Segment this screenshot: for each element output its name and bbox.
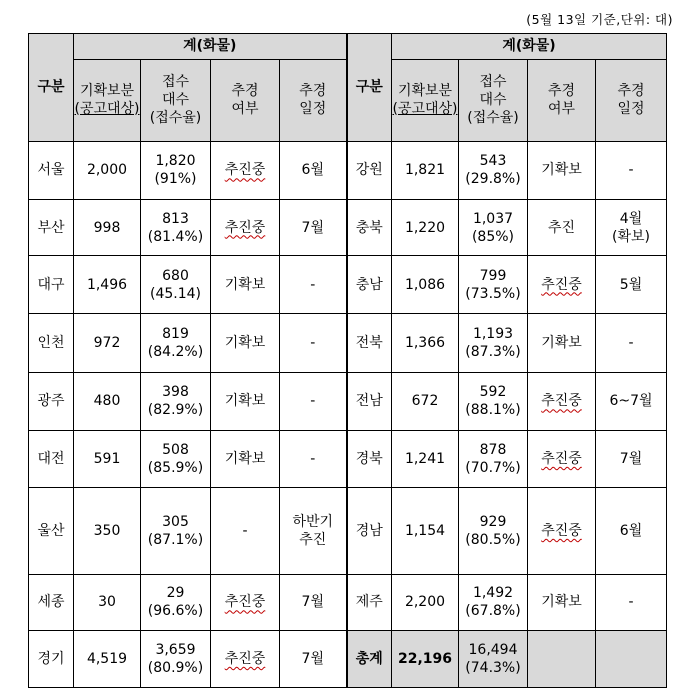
region-cell: 부산 bbox=[29, 200, 74, 256]
status-cell: 추진 bbox=[528, 200, 596, 256]
secured-cell: 30 bbox=[74, 575, 141, 630]
status-cell: 기확보 bbox=[211, 313, 280, 372]
header-secured-right: 기확보분 (공고대상) bbox=[392, 59, 459, 141]
received-cell: 878 (70.7%) bbox=[459, 430, 528, 487]
received-cell: 680 (45.14) bbox=[141, 256, 211, 313]
received-cell: 543 (29.8%) bbox=[459, 141, 528, 199]
table-row bbox=[29, 373, 667, 430]
received-cell: 29 (96.6%) bbox=[141, 575, 211, 630]
schedule-cell: 7월 bbox=[280, 630, 347, 687]
secured-cell: 2,000 bbox=[74, 141, 141, 199]
schedule-cell: 6~7월 bbox=[596, 373, 667, 430]
region-cell: 세종 bbox=[29, 575, 74, 630]
table-row bbox=[29, 200, 667, 256]
secured-cell: 1,366 bbox=[392, 313, 459, 372]
received-cell: 3,659 (80.9%) bbox=[141, 630, 211, 687]
header-schedule-left: 추경 일정 bbox=[280, 59, 347, 141]
received-cell: 508 (85.9%) bbox=[141, 430, 211, 487]
schedule-cell: 하반기 추진 bbox=[280, 488, 347, 575]
secured-cell: 591 bbox=[74, 430, 141, 487]
schedule-cell: - bbox=[596, 575, 667, 630]
region-cell: 울산 bbox=[29, 488, 74, 575]
table-row bbox=[29, 488, 667, 575]
received-cell: 592 (88.1%) bbox=[459, 373, 528, 430]
status-cell: 기확보 bbox=[528, 313, 596, 372]
secured-cell: 1,821 bbox=[392, 141, 459, 199]
table-row bbox=[29, 430, 667, 487]
region-cell: 대구 bbox=[29, 256, 74, 313]
status-cell: 추진중 bbox=[211, 575, 280, 630]
schedule-cell: 5월 bbox=[596, 256, 667, 313]
status-cell: 추진중 bbox=[528, 488, 596, 575]
region-cell: 경남 bbox=[347, 488, 392, 575]
schedule-cell: - bbox=[596, 313, 667, 372]
region-cell: 충남 bbox=[347, 256, 392, 313]
header-status-right: 추경 여부 bbox=[528, 59, 596, 141]
status-cell: 추진중 bbox=[528, 373, 596, 430]
secured-cell: 1,241 bbox=[392, 430, 459, 487]
table-row bbox=[29, 630, 667, 687]
region-cell: 제주 bbox=[347, 575, 392, 630]
secured-cell: 1,496 bbox=[74, 256, 141, 313]
secured-cell: 2,200 bbox=[392, 575, 459, 630]
received-cell: 799 (73.5%) bbox=[459, 256, 528, 313]
status-cell: 기확보 bbox=[211, 430, 280, 487]
schedule-cell: 4월 (확보) bbox=[596, 200, 667, 256]
total-schedule-cell bbox=[596, 630, 667, 687]
schedule-cell: 6월 bbox=[280, 141, 347, 199]
region-cell: 강원 bbox=[347, 141, 392, 199]
status-cell: 기확보 bbox=[528, 141, 596, 199]
region-cell: 경북 bbox=[347, 430, 392, 487]
table-row bbox=[29, 313, 667, 372]
header-received-left: 접수 대수 (접수율) bbox=[141, 59, 211, 141]
region-cell: 전북 bbox=[347, 313, 392, 372]
total-secured-cell: 22,196 bbox=[392, 630, 459, 687]
status-cell: 추진중 bbox=[211, 200, 280, 256]
subsidy-status-table bbox=[28, 33, 667, 688]
schedule-cell: - bbox=[596, 141, 667, 199]
schedule-cell: 7월 bbox=[596, 430, 667, 487]
header-region-left: 구분 bbox=[29, 34, 74, 142]
received-cell: 1,492 (67.8%) bbox=[459, 575, 528, 630]
status-cell: 추진중 bbox=[211, 141, 280, 199]
secured-cell: 1,220 bbox=[392, 200, 459, 256]
table-row bbox=[29, 141, 667, 199]
schedule-cell: 6월 bbox=[596, 488, 667, 575]
total-received-cell: 16,494 (74.3%) bbox=[459, 630, 528, 687]
secured-cell: 350 bbox=[74, 488, 141, 575]
total-label-cell: 총계 bbox=[347, 630, 392, 687]
header-region-right: 구분 bbox=[347, 34, 392, 142]
received-cell: 819 (84.2%) bbox=[141, 313, 211, 372]
received-cell: 1,037 (85%) bbox=[459, 200, 528, 256]
region-cell: 경기 bbox=[29, 630, 74, 687]
header-row-group bbox=[29, 34, 667, 60]
schedule-cell: 7월 bbox=[280, 575, 347, 630]
secured-cell: 1,154 bbox=[392, 488, 459, 575]
header-received-right: 접수 대수 (접수율) bbox=[459, 59, 528, 141]
schedule-cell: 7월 bbox=[280, 200, 347, 256]
region-cell: 전남 bbox=[347, 373, 392, 430]
secured-cell: 672 bbox=[392, 373, 459, 430]
received-cell: 813 (81.4%) bbox=[141, 200, 211, 256]
status-cell: - bbox=[211, 488, 280, 575]
header-schedule-right: 추경 일정 bbox=[596, 59, 667, 141]
schedule-cell: - bbox=[280, 373, 347, 430]
status-cell: 추진중 bbox=[528, 430, 596, 487]
status-cell: 추진중 bbox=[528, 256, 596, 313]
region-cell: 광주 bbox=[29, 373, 74, 430]
status-cell: 기확보 bbox=[211, 373, 280, 430]
received-cell: 929 (80.5%) bbox=[459, 488, 528, 575]
table-row bbox=[29, 256, 667, 313]
received-cell: 1,193 (87.3%) bbox=[459, 313, 528, 372]
status-cell: 기확보 bbox=[528, 575, 596, 630]
table-row bbox=[29, 575, 667, 630]
status-cell: 추진중 bbox=[211, 630, 280, 687]
secured-cell: 4,519 bbox=[74, 630, 141, 687]
schedule-cell: - bbox=[280, 256, 347, 313]
secured-cell: 972 bbox=[74, 313, 141, 372]
schedule-cell: - bbox=[280, 313, 347, 372]
schedule-cell: - bbox=[280, 430, 347, 487]
region-cell: 인천 bbox=[29, 313, 74, 372]
header-secured-left: 기확보분 (공고대상) bbox=[74, 59, 141, 141]
total-status-cell bbox=[528, 630, 596, 687]
secured-cell: 998 bbox=[74, 200, 141, 256]
unit-note: (5월 13일 기준,단위: 대) bbox=[526, 12, 673, 27]
received-cell: 305 (87.1%) bbox=[141, 488, 211, 575]
secured-cell: 1,086 bbox=[392, 256, 459, 313]
region-cell: 대전 bbox=[29, 430, 74, 487]
region-cell: 충북 bbox=[347, 200, 392, 256]
status-cell: 기확보 bbox=[211, 256, 280, 313]
header-group-left: 계(화물) bbox=[74, 34, 347, 60]
region-cell: 서울 bbox=[29, 141, 74, 199]
header-status-left: 추경 여부 bbox=[211, 59, 280, 141]
secured-cell: 480 bbox=[74, 373, 141, 430]
received-cell: 1,820 (91%) bbox=[141, 141, 211, 199]
received-cell: 398 (82.9%) bbox=[141, 373, 211, 430]
header-group-right: 계(화물) bbox=[392, 34, 667, 60]
